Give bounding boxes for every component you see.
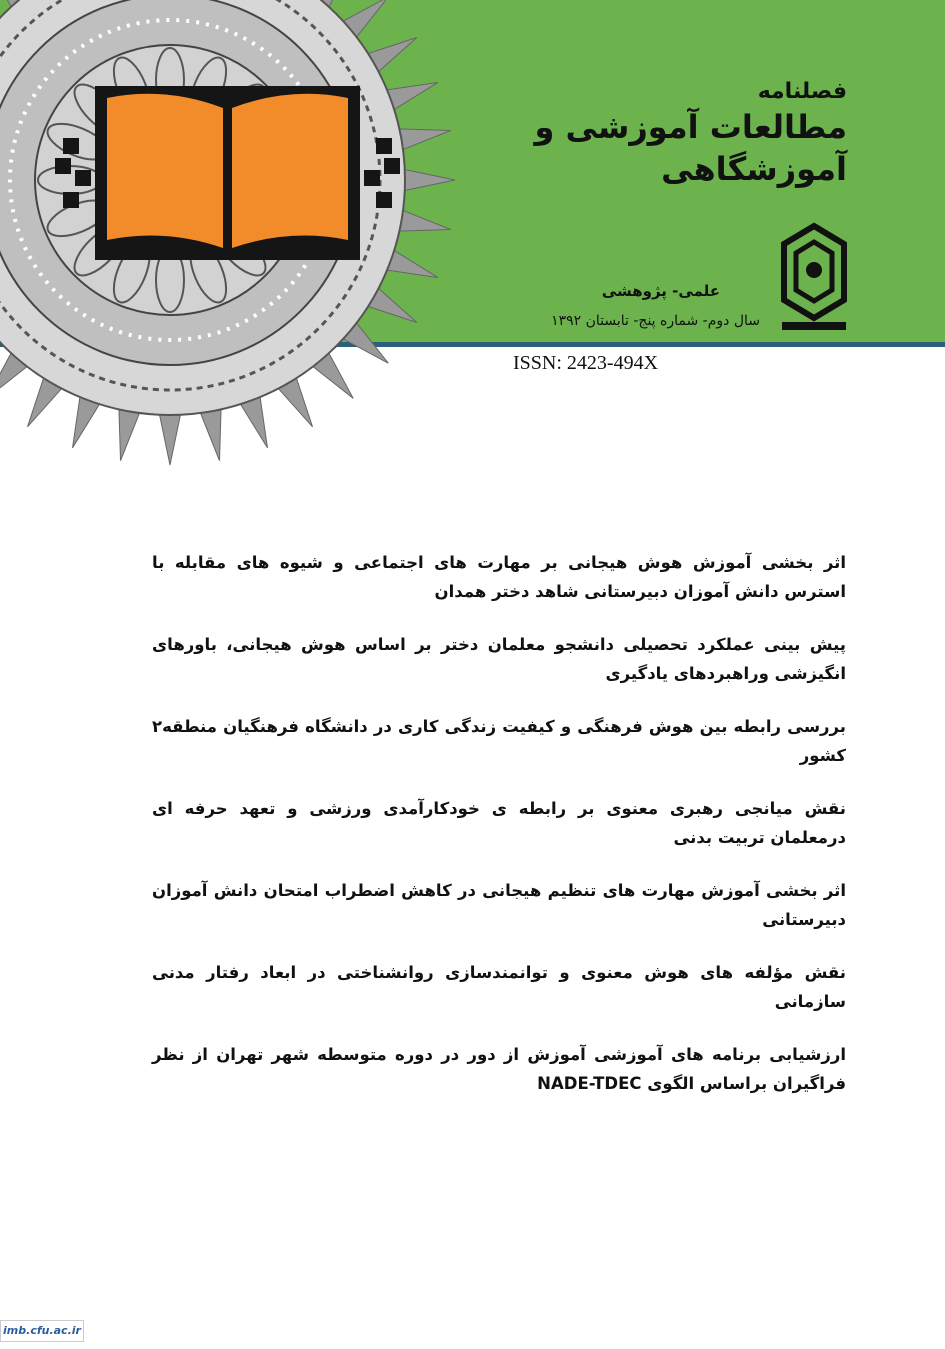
- toc-item: بررسی رابطه بین هوش فرهنگی و کیفیت زندگی کاری در دانشگاه فرهنگیان منطقه۲ کشور: [152, 717, 846, 765]
- site-watermark: imb.cfu.ac.ir: [0, 1320, 84, 1342]
- journal-title-line1: مطالعات آموزشی و: [534, 108, 847, 146]
- journal-title-block: [487, 78, 847, 190]
- journal-prefix: فصلنامه: [757, 79, 847, 104]
- table-of-contents: [152, 548, 846, 1122]
- toc-item: نقش میانجی رهبری معنوی بر رابطه ی خودکارآمدی ورزشی و تعهد حرفه ای درمعلمان تربیت بدنی: [152, 799, 846, 847]
- journal-title-line2: آموزشگاهی: [661, 150, 847, 188]
- issn-number: ISSN: 2423-494X: [513, 352, 659, 374]
- toc-item: نقش مؤلفه های هوش معنوی و توانمندسازی روانشناختی در ابعاد رفتار مدنی سازمانی: [152, 963, 846, 1011]
- toc-item: اثر بخشی آموزش هوش هیجانی بر مهارت های اجتماعی و شیوه های مقابله با استرس دانش آموزان دبیرستانی شاهد دختر همدان: [152, 553, 846, 601]
- university-logo-icon: [778, 222, 850, 334]
- journal-type: علمی- پژوهشی: [601, 282, 720, 300]
- book-logo-icon: [55, 78, 400, 268]
- issue-info: سال دوم- شماره پنج- تابستان ۱۳۹۲: [551, 313, 760, 329]
- toc-item: اثر بخشی آموزش مهارت های تنظیم هیجانی در کاهش اضطراب امتحان دانش آموزان دبیرستانی: [152, 881, 846, 929]
- toc-item: ارزشیابی برنامه های آموزشی آموزش از دور در دوره متوسطه شهر تهران از نظر فراگیران براساس الگوی NADE-TDEC: [152, 1045, 846, 1093]
- toc-item: پیش بینی عملکرد تحصیلی دانشجو معلمان دختر بر اساس هوش هیجانی، باورهای انگیزشی وراهبردهای یادگیری: [152, 635, 846, 683]
